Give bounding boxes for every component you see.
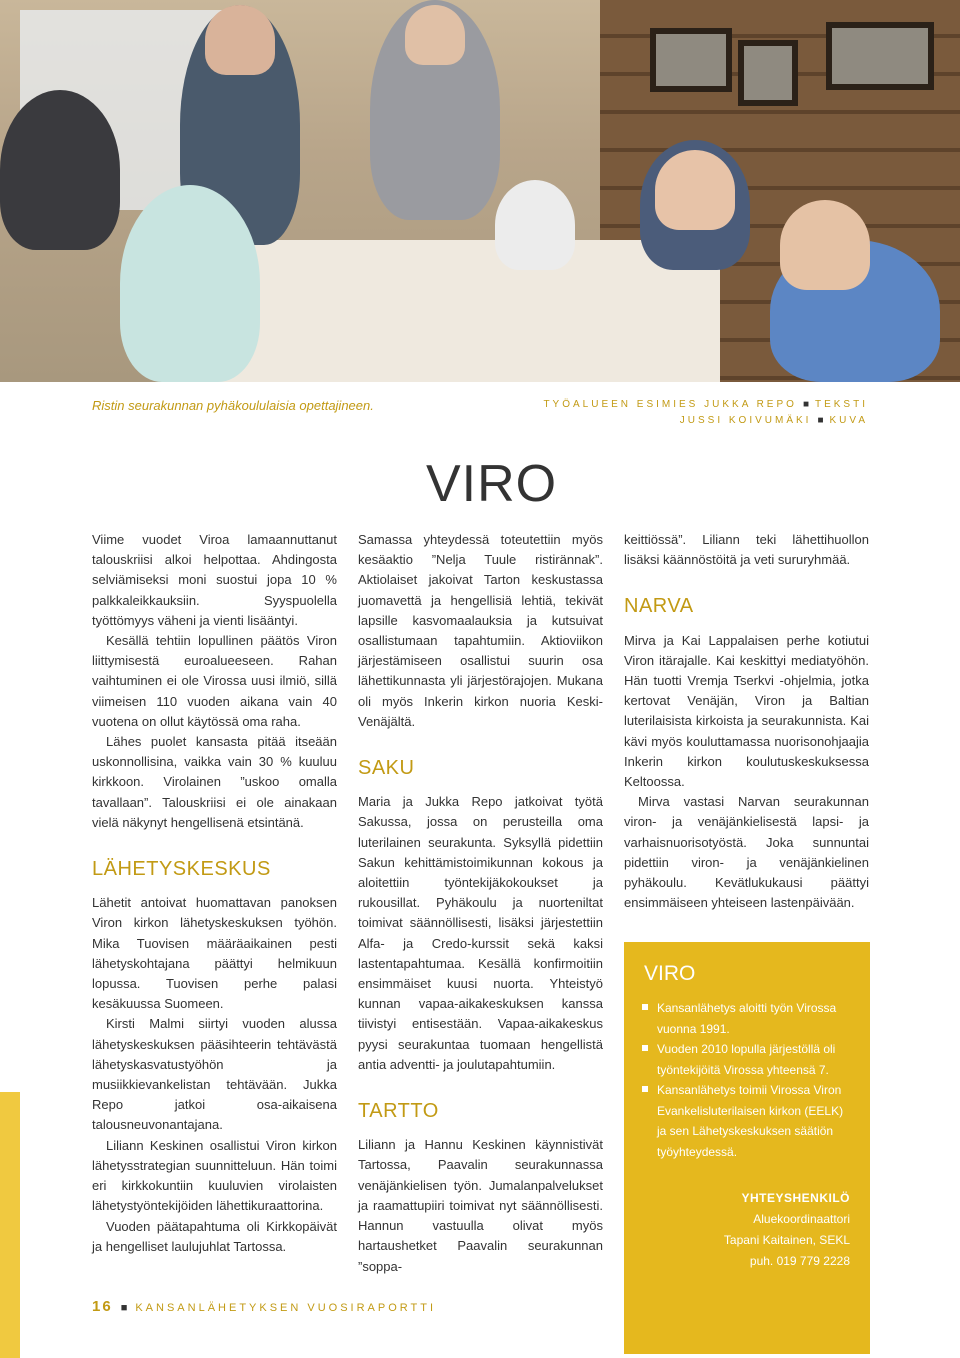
paragraph: Mirva vastasi Narvan seurakunnan viron- ja venäjänkielisestä lapsi- ja varhaisnuorisotyöstä. Joka sunnuntai pidettiin viron- ja venäjänkielinen pyhäkoulu. Kevätlukukausi päättyi ensimmäiseen yhteiseen lastenpäivään. [624,794,869,911]
paragraph: Samassa yhteydessä toteutettiin myös kesäaktio ”Nelja Tuule ristirännak”. Aktiolaiset jakoivat Tarton keskustassa juomavettä ja hengellisiä lehtiä, tekivät lapsille kasvomaalauksia ja kutsuivat osallistumaan tapahtumiin. Aktioviikon järjestämiseen osallistui suurin osa lähettikunnasta yli järjestörajojen. Mukana oli myös Inkerin kirkon nuoria Keski-Venäjältä. [358,532,603,729]
paragraph: Kirsti Malmi siirtyi vuoden alussa lähetyskeskuksen pääsihteerin tehtävästä lähetyskasvatustyöhön ja musiikkievankelistan tehtävään. Jukka Repo jatkoi osa-aikaisena talousneuvonantajana. [92,1016,337,1133]
credits: TYÖALUEEN ESIMIES JUKKA REPO ■ TEKSTI JUSSI KOIVUMÄKI ■ KUVA [543,399,868,426]
paragraph: Liliann ja Hannu Keskinen käynnistivät Tartossa, Paavalin seurakunnassa venäjänkielisen työn. Jumalanpalvelukset ja raamattupiiri toimivat nyt säännöllisesti. Hannun vastuulla olivat myös hartaushetket Paavalin seurakunnan ”soppa- [358,1137,603,1274]
section-heading-saku: SAKU [358,757,415,780]
contact-phone: puh. 019 779 2228 [749,1254,850,1268]
list-item: Kansanlähetys aloitti työn Virossa vuonna 1991. [642,998,854,1039]
author-credit: TYÖALUEEN ESIMIES JUKKA REPO [543,399,797,410]
contact-role: Aluekoordinaattori [753,1212,850,1226]
bullet-icon [642,1086,648,1092]
section-heading-lahetyskeskus: LÄHETYSKESKUS [92,858,271,881]
paragraph: Vuoden päätapahtuma oli Kirkkopäivät ja hengelliset laulujuhlat Tartossa. [92,1218,337,1254]
contact-heading: YHTEYSHENKILÖ [741,1191,850,1205]
list-item: Vuoden 2010 lopulla järjestöllä oli työntekijöitä Virossa yhteensä 7. [642,1039,854,1080]
photographer-credit: JUSSI KOIVUMÄKI [679,415,812,426]
info-box-title: VIRO [644,962,696,985]
paragraph: keittiössä”. Liliann teki lähettihuollon lisäksi käännöstöitä ja veti sururyhmää. [624,532,869,568]
footer: 16 ■ KANSANLÄHETYKSEN VUOSIRAPORTTI [92,1298,437,1315]
publication-name: KANSANLÄHETYKSEN VUOSIRAPORTTI [135,1302,437,1314]
photo-label: KUVA [829,415,868,426]
text-label: TEKSTI [814,399,868,410]
paragraph: Lähetit antoivat huomattavan panoksen Viron kirkon lähetyskeskuksen työhön. Mika Tuovisen määräaikainen pesti lähetyskohtajana päättyi helmikuun lopussa. Tuovisen perhe palasi kesäkuussa Suomeen. [92,895,337,1012]
paragraph: Liliann Keskinen osallistui Viron kirkon lähetysstrategian suunnitteluun. Hän toimi eri kirkkokuntiin kuuluvien virolaisten lähetystyöntekijöiden lähettikuraattorina. [92,1137,337,1214]
bullet-icon [642,1045,648,1051]
list-item: Kansanlähetys toimii Virossa Viron Evankelisluterilaisen kirkon (EELK) ja sen Lähetyskeskuksen säätiön työyhteydessä. [642,1080,854,1162]
section-heading-narva: NARVA [624,595,694,618]
page-number: 16 [92,1298,113,1315]
paragraph: Viime vuodet Viroa lamaannuttanut talouskriisi alkoi helpottaa. Ahdingosta selviämiseksi moni suostui jopa 10 % palkkaleikkauksiin. Syyspuolella työttömyys väheni ja vienti lisääntyi. [92,532,337,628]
header-photo [0,0,960,382]
column-2 [358,530,603,1277]
column-3 [624,530,869,913]
contact-name: Tapani Kaitainen, SEKL [723,1233,850,1247]
edge-tab [0,1092,20,1358]
photo-caption: Ristin seurakunnan pyhäkoululaisia opettajineen. [92,398,374,413]
paragraph: Mirva ja Kai Lappalaisen perhe kotiutui Viron itärajalle. Kai keskittyi mediatyöhön. Hän tuotti Vremja Tserkvi -ohjelmia, jotka kertovat Venäjän, Viron ja Baltian luterilaisista kirkoista ja seurakunnista. Kai kävi myös kouluttamassa nuorisonohjaajia Inkerin kirkon koulutuskeskuksessa Keltoossa. [624,632,869,790]
contact-block [624,1188,850,1272]
paragraph: Maria ja Jukka Repo jatkoivat työtä Sakussa, jossa on perusteilla oma luterilainen seurakunta. Syksyllä pidettiin Sakun kehittämistoimikunnan kokous ja aloitettiin työntekijäkokoukset ja rukousillat. Pyhäkoulu ja nuorteniltat toimivat säännöllisesti, lisäksi järjestettiin Alfa- ja Credo-kurssit sekä kaksi lastentapahtumaa. Kesällä konfirmoitiin ensimmäiset kuusi nuorta. Yhteistyö kunnan vapaa-aikakeskuksen kanssa tiivistyi entisestään. Vapaa-aikakeskus pyysi seurakuntaa tuomaan hengellistä antia adventti- ja joulutapahtumiin. [358,794,603,1072]
column-1 [92,530,337,1257]
section-heading-tartto: TARTTO [358,1100,439,1123]
info-box [624,942,870,1354]
paragraph: Lähes puolet kansasta pitää itseään uskonnollisina, vaikka vain 30 % kuuluu kirkkoon. Virolainen ”uskoo omalla tavallaan”. Talouskriisi ei ole ainakaan vielä näkynyt hengellisenä etsintänä. [92,734,337,830]
paragraph: Kesällä tehtiin lopullinen päätös Viron liittymisestä euroalueeseen. Rahan vaihtuminen ei ole Virossa uusi ilmiö, sillä viimeisen 110 vuoden aikana vain 40 vuotena on ollut käytössä oma raha. [92,633,337,729]
info-list [642,998,854,1162]
page-title: VIRO [426,455,558,513]
bullet-icon [642,1004,648,1010]
